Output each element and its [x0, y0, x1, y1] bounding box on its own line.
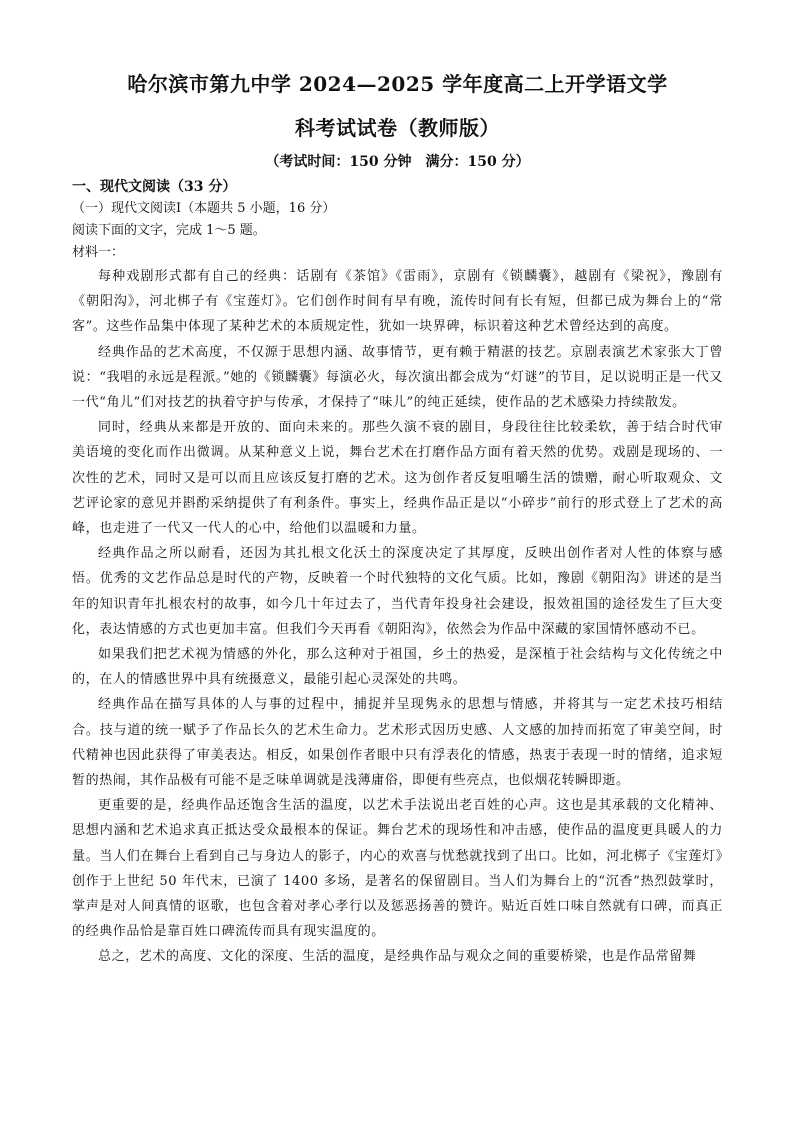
exam-info: （考试时间：150 分钟 满分：150 分） — [265, 154, 530, 170]
paragraph-4: 经典作品之所以耐看，还因为其扎根文化沃土的深度决定了其厚度，反映出创作者对人性的体察与感悟。优秀的文艺作品总是时代的产物，反映着一个时代独特的文化气质。比如，豫剧《朝阳沟》讲述的是当年的知识青年扎根农村的故事，如今几十年过去了，当代青年投身社会建设，报效祖国的途径发生了巨大变化，表达情感的方式也更加丰富。但我们今天再看《朝阳沟》，依然会为作品中深藏的家国情怀感动不已。 — [72, 546, 723, 637]
paragraph-8: 总之，艺术的高度、文化的深度、生活的温度，是经典作品与观众之间的重要桥梁，也是作品常留舞 — [98, 949, 697, 965]
section-heading: 一、现代文阅读（33 分） — [72, 179, 237, 195]
material-label: 材料一： — [72, 245, 125, 260]
paragraph-6: 经典作品在描写具体的人与事的过程中，捕捉并呈现隽永的思想与情感，并将其与一定艺术技巧相结合。技与道的统一赋予了作品长久的艺术生命力。艺术形式因历史感、人文感的加持而拓宽了审美空间，时代精神也因此获得了审美表达。相反，如果创作者眼中只有浮表化的情感，热衷于表现一时的情绪，追求短暂的热闹，其作品极有可能不是乏味单调就是浅薄庸俗，即便有些亮点，也似烟花转瞬即逝。 — [72, 697, 723, 789]
paragraph-2: 经典作品的艺术高度，不仅源于思想内涵、故事情节，更有赖于精湛的技艺。京剧表演艺术家张大丁曾说：“我唱的永远是程派。”她的《锁麟囊》每演必火，每次演出都会成为“灯谜”的节目，足以说明正是一代又一代“角儿”们对技艺的执着守护与传承，才保持了“味儿”的纯正延续，使作品的艺术感染力持续散发。 — [72, 344, 723, 411]
document-title-line-2: 科考试试卷（教师版） — [295, 116, 500, 140]
paragraph-1: 每种戏剧形式都有自己的经典：话剧有《茶馆》《雷雨》，京剧有《锁麟囊》，越剧有《梁祝》，豫剧有《朝阳沟》，河北梆子有《宝莲灯》。它们创作时间有早有晚，流传时间有长有短，但都已成为舞台上的“常客”。这些作品集中体现了某种艺术的本质规定性，犹如一块界碑，标识着这种艺术曾经达到的高度。 — [72, 269, 723, 335]
sub-section-heading: （一）现代文阅读Ⅰ（本题共 5 小题，16 分） — [72, 201, 336, 216]
paragraph-7: 更重要的是，经典作品还饱含生活的温度，以艺术手法说出老百姓的心声。这也是其承载的文化精神、思想内涵和艺术追求真正抵达受众最根本的保证。舞台艺术的现场性和冲击感，使作品的温度更具暖人的力量。当人们在舞台上看到自己与身边人的影子，内心的欢喜与忧愁就找到了出口。比如，河北梆子《宝莲灯》创作于上世纪 50 年代末，已演了 1400 多场，是著名的保留剧目。当人们为舞台上的“沉香”热烈鼓掌时，掌声是对人间真情的讴歌，也包含着对孝心孝行以及惩恶扬善的赞许。贴近百姓口味自然就有口碑，而真正的经典作品恰是靠百姓口碑流传而具有现实温度的。 — [72, 798, 723, 940]
paragraph-3: 同时，经典从来都是开放的、面向未来的。那些久演不衰的剧目，身段往往比较柔软，善于结合时代审美语境的变化而作出微调。从某种意义上说，舞台艺术在打磨作品方面有着天然的优势。戏剧是现场的、一次性的艺术，同时又是可以而且应该反复打磨的艺术。这为创作者反复咀嚼生活的馈赠，耐心听取观众、文艺评论家的意见并斟酌采纳提供了有利条件。事实上，经典作品正是以“小碎步”前行的形式登上了艺术的高峰，也走进了一代又一代人的心中，给他们以温暖和力量。 — [72, 420, 723, 537]
document-title-line-1: 哈尔滨市第九中学 2024—2025 学年度高二上开学语文学 — [127, 72, 668, 96]
paragraph-5: 如果我们把艺术视为情感的外化，那么这种对于祖国，乡土的热爱，是深植于社会结构与文化传统之中的，在人的情感世界中具有统摄意义，最能引起心灵深处的共鸣。 — [72, 647, 723, 688]
reading-instruction: 阅读下面的文字，完成 1～5 题。 — [72, 223, 266, 238]
